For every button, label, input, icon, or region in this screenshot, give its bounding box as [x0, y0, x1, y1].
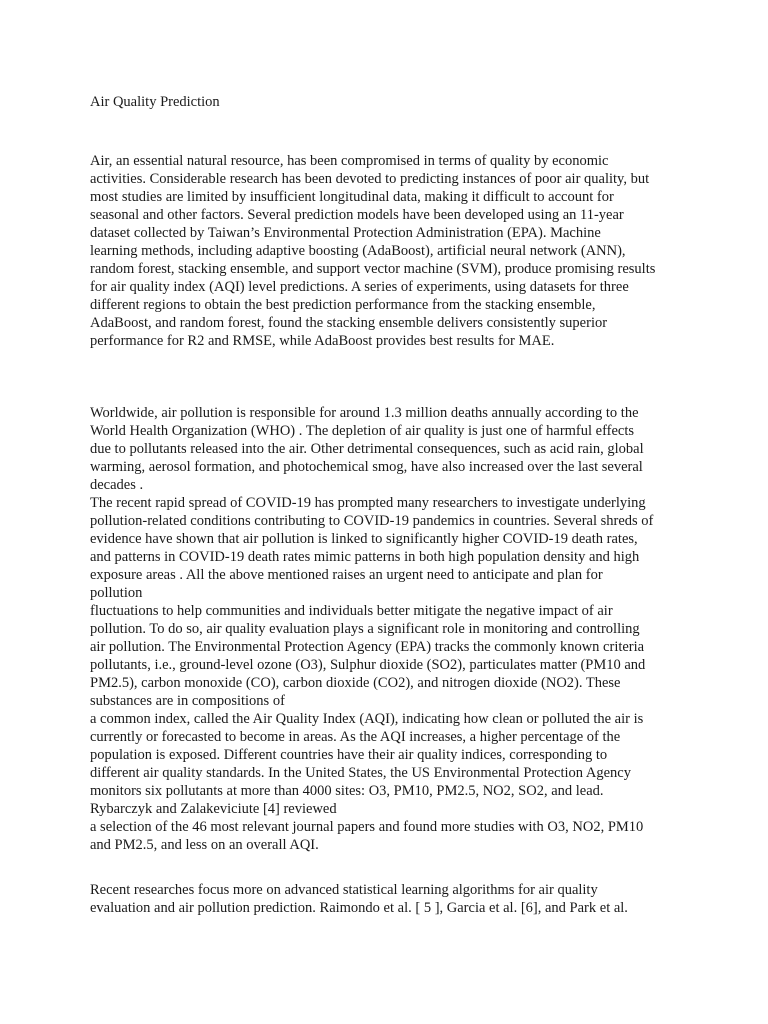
text-line: fluctuations to help communities and individuals better mitigate the negative impact of air: [90, 603, 613, 619]
text-line: substances are in compositions of: [90, 693, 285, 709]
text-line: different air quality standards. In the United States, the US Environmental Protection Agency: [90, 765, 631, 781]
text-line: evidence have shown that air pollution is linked to significantly higher COVID-19 death rates,: [90, 531, 638, 547]
text-line: population is exposed. Different countries have their air quality indices, corresponding to: [90, 747, 608, 763]
text-line: performance for R2 and RMSE, while AdaBoost provides best results for MAE.: [90, 333, 555, 349]
text-line: for air quality index (AQI) level predictions. A series of experiments, using datasets for three: [90, 279, 629, 295]
text-line: seasonal and other factors. Several prediction models have been developed using an 11-year: [90, 207, 624, 223]
text-line: dataset collected by Taiwan’s Environmental Protection Administration (EPA). Machine: [90, 225, 601, 241]
text-line: different regions to obtain the best prediction performance from the stacking ensemble,: [90, 297, 596, 313]
text-line: due to pollutants released into the air. Other detrimental consequences, such as acid rain, global: [90, 441, 644, 457]
text-line: The recent rapid spread of COVID-19 has prompted many researchers to investigate underlying: [90, 495, 646, 511]
text-line: random forest, stacking ensemble, and support vector machine (SVM), produce promising results: [90, 261, 656, 277]
text-line: AdaBoost, and random forest, found the stacking ensemble delivers consistently superior: [90, 315, 608, 331]
text-line: PM2.5), carbon monoxide (CO), carbon dioxide (CO2), and nitrogen dioxide (NO2). These: [90, 675, 621, 691]
text-line: a common index, called the Air Quality Index (AQI), indicating how clean or polluted the air is: [90, 711, 644, 727]
text-line: most studies are limited by insufficient longitudinal data, making it difficult to account for: [90, 189, 614, 205]
introduction-paragraph: [90, 404, 690, 854]
text-line: Rybarczyk and Zalakeviciute [4] reviewed: [90, 801, 337, 817]
text-line: pollution. To do so, air quality evaluation plays a significant role in monitoring and controlling: [90, 621, 640, 637]
text-line: and patterns in COVID-19 death rates mimic patterns in both high population density and high: [90, 549, 640, 565]
text-line: monitors six pollutants at more than 4000 sites: O3, PM10, PM2.5, NO2, SO2, and lead.: [90, 783, 604, 799]
text-line: learning methods, including adaptive boosting (AdaBoost), artificial neural network (ANN),: [90, 243, 626, 259]
text-line: pollution: [90, 585, 143, 601]
document-title: Air Quality Prediction: [90, 94, 220, 110]
text-line: Air, an essential natural resource, has been compromised in terms of quality by economic: [90, 153, 609, 169]
text-line: air pollution. The Environmental Protection Agency (EPA) tracks the commonly known criteria: [90, 639, 645, 655]
text-line: pollutants, i.e., ground-level ozone (O3), Sulphur dioxide (SO2), particulates matter (PM10 and: [90, 657, 646, 673]
text-line: decades .: [90, 477, 144, 493]
text-line: and PM2.5, and less on an overall AQI.: [90, 837, 319, 853]
text-line: Worldwide, air pollution is responsible for around 1.3 million deaths annually according to the: [90, 405, 639, 421]
text-line: currently or forecasted to become in areas. As the AQI increases, a higher percentage of the: [90, 729, 621, 745]
abstract-paragraph: [90, 152, 690, 350]
text-line: evaluation and air pollution prediction. Raimondo et al. [ 5 ], Garcia et al. [6], and Park et al.: [90, 900, 628, 916]
text-line: Recent researches focus more on advanced statistical learning algorithms for air quality: [90, 882, 598, 898]
text-line: activities. Considerable research has been devoted to predicting instances of poor air quality, but: [90, 171, 650, 187]
text-line: pollution-related conditions contributing to COVID-19 pandemics in countries. Several shreds of: [90, 513, 654, 529]
text-line: exposure areas . All the above mentioned raises an urgent need to anticipate and plan for: [90, 567, 603, 583]
text-line: a selection of the 46 most relevant journal papers and found more studies with O3, NO2, PM10: [90, 819, 644, 835]
text-line: warming, aerosol formation, and photochemical smog, have also increased over the last several: [90, 459, 643, 475]
recent-research-paragraph: [90, 881, 690, 917]
text-line: World Health Organization (WHO) . The depletion of air quality is just one of harmful effects: [90, 423, 635, 439]
